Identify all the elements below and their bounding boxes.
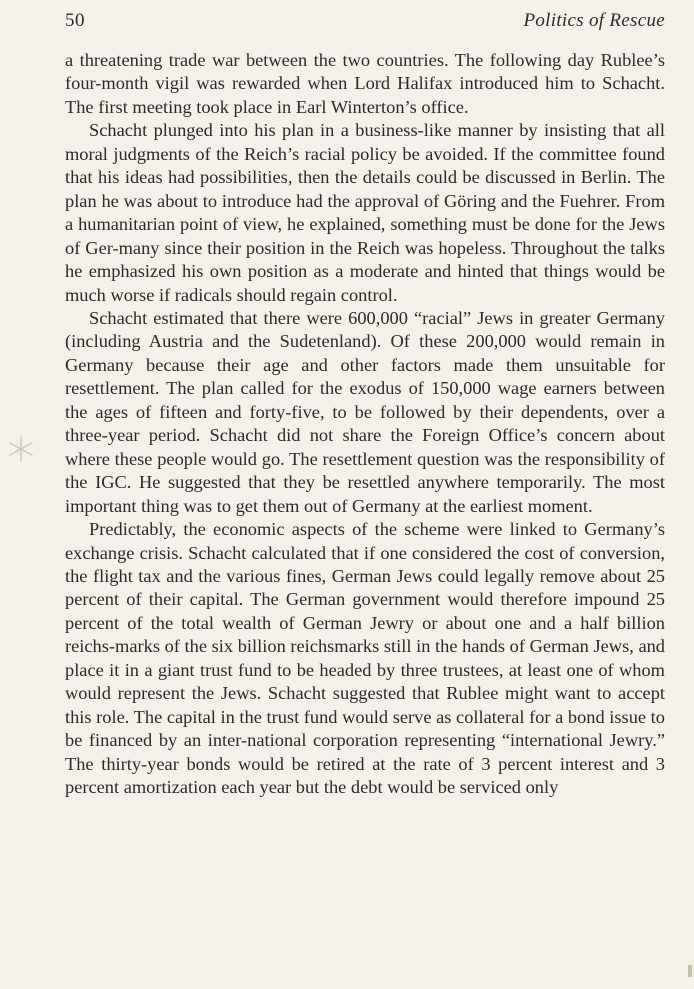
page-edge-mark	[688, 965, 692, 977]
running-head	[65, 10, 665, 36]
body-text	[65, 49, 665, 800]
paragraph: Schacht plunged into his plan in a business-like manner by insisting that all moral judgments of the Reich’s racial policy be avoided. If the committee found that his ideas had possibilities, then the details could be discussed in Berlin. The plan he was about to introduce had the approval of Göring and the Fuehrer. From a humanitarian point of view, he explained, something must be done for the Jews of Ger-many since their position in the Reich was hopeless. Throughout the talks he emphasized his own position as a moderate and hinted that things would be much worse if radicals should regain control.	[65, 120, 665, 305]
running-title: Politics of Rescue	[523, 10, 665, 31]
paragraph: a threatening trade war between the two countries. The following day Rublee’s four-month vigil was rewarded when Lord Halifax introduced him to Schacht. The first meeting took place in Earl Winterton’s office.	[65, 50, 665, 117]
paragraph: Schacht estimated that there were 600,000 “racial” Jews in greater Germany (including Austria and the Sudetenland). Of these 200,000 would remain in Germany because their age and other factors made them unsuitable for resettlement. The plan called for the exodus of 150,000 wage earners between the ages of fifteen and forty-five, to be followed by their dependents, over a three-year period. Schacht did not share the Foreign Office’s concern about where these people would go. The resettlement question was the responsibility of the IGC. He suggested that they be resettled anywhere temporarily. The most important thing was to get them out of Germany at the earliest moment.	[65, 307, 665, 516]
paragraph: Predictably, the economic aspects of the scheme were linked to Germany’s exchange crisis. Schacht calculated that if one considered the cost of conversion, the flight tax and the various fines, German Jews could legally remove about 25 percent of their capital. The German government would therefore impound 25 percent of the total wealth of German Jewry or about one and a half billion reichs-marks of the six billion reichsmarks still in the hands of German Jews, and place it in a giant trust fund to be headed by three trustees, at least one of whom would represent the Jews. Schacht suggested that Rublee might want to accept this role. The capital in the trust fund would serve as collateral for a bond issue to be financed by an inter-national corporation representing “international Jewry.” The thirty-year bonds would be retired at the rate of 3 percent interest and 3 percent amortization each year but the debt would be serviced only	[65, 519, 665, 798]
asterisk-margin-mark-icon	[6, 434, 36, 464]
page-number: 50	[65, 10, 85, 31]
